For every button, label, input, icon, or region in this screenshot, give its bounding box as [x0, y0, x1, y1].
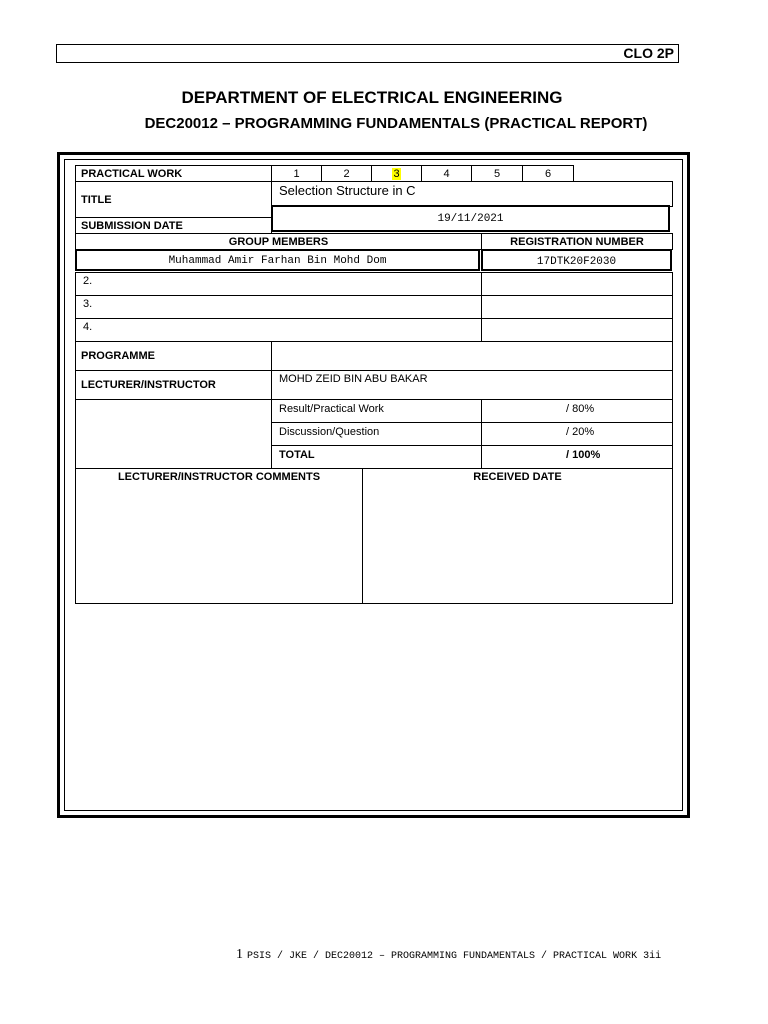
practical-number-4: 4	[421, 165, 472, 182]
member-2-registration	[481, 272, 673, 296]
practical-number-6: 6	[522, 165, 574, 182]
lecturer-value: MOHD ZEID BIN ABU BAKAR	[271, 370, 673, 400]
member-3-registration	[481, 295, 673, 319]
group-members-label: GROUP MEMBERS	[75, 233, 482, 250]
lecturer-label: LECTURER/INSTRUCTOR	[75, 370, 272, 400]
total-value: / 100%	[481, 445, 673, 469]
practical-number-2: 2	[321, 165, 372, 182]
course-title: DEC20012 – PROGRAMMING FUNDAMENTALS (PRACTICAL REPORT)	[144, 115, 648, 132]
member-2-name: 2.	[75, 272, 482, 296]
practical-number-1: 1	[271, 165, 322, 182]
mark-discussion-value: / 20%	[481, 422, 673, 446]
submission-date-value: 19/11/2021	[271, 205, 670, 232]
programme-label: PROGRAMME	[75, 341, 272, 371]
registration-number-label: REGISTRATION NUMBER	[481, 233, 673, 250]
member-1-registration: 17DTK20F2030	[481, 249, 672, 271]
lecturer-comments-label: LECTURER/INSTRUCTOR COMMENTS	[117, 471, 321, 483]
received-date-box	[362, 468, 673, 604]
practical-number-3	[371, 165, 422, 182]
title-value: Selection Structure in C	[271, 181, 673, 207]
page-number: 1	[236, 947, 243, 962]
programme-value	[271, 341, 673, 371]
clo-label: CLO 2P	[623, 45, 674, 61]
highlighted-practical-number: 3	[393, 168, 400, 180]
marks-left-blank	[75, 399, 272, 469]
member-3-name: 3.	[75, 295, 482, 319]
page-footer	[236, 947, 661, 963]
submission-date-label: SUBMISSION DATE	[75, 217, 272, 234]
mark-result-label: Result/Practical Work	[271, 399, 482, 423]
mark-discussion-label: Discussion/Question	[271, 422, 482, 446]
practical-number-5: 5	[471, 165, 523, 182]
title-label: TITLE	[75, 181, 272, 218]
lecturer-comments-box	[75, 468, 363, 604]
member-1-name: Muhammad Amir Farhan Bin Mohd Dom	[75, 249, 480, 271]
received-date-label: RECEIVED DATE	[473, 471, 562, 483]
footer-text: PSIS / JKE / DEC20012 – PROGRAMMING FUNDAMENTALS / PRACTICAL WORK 3ii	[247, 951, 662, 962]
department-title: DEPARTMENT OF ELECTRICAL ENGINEERING	[181, 88, 563, 107]
mark-result-value: / 80%	[481, 399, 673, 423]
total-label: TOTAL	[271, 445, 482, 469]
member-4-name: 4.	[75, 318, 482, 342]
member-4-registration	[481, 318, 673, 342]
practical-work-label: PRACTICAL WORK	[75, 165, 272, 182]
